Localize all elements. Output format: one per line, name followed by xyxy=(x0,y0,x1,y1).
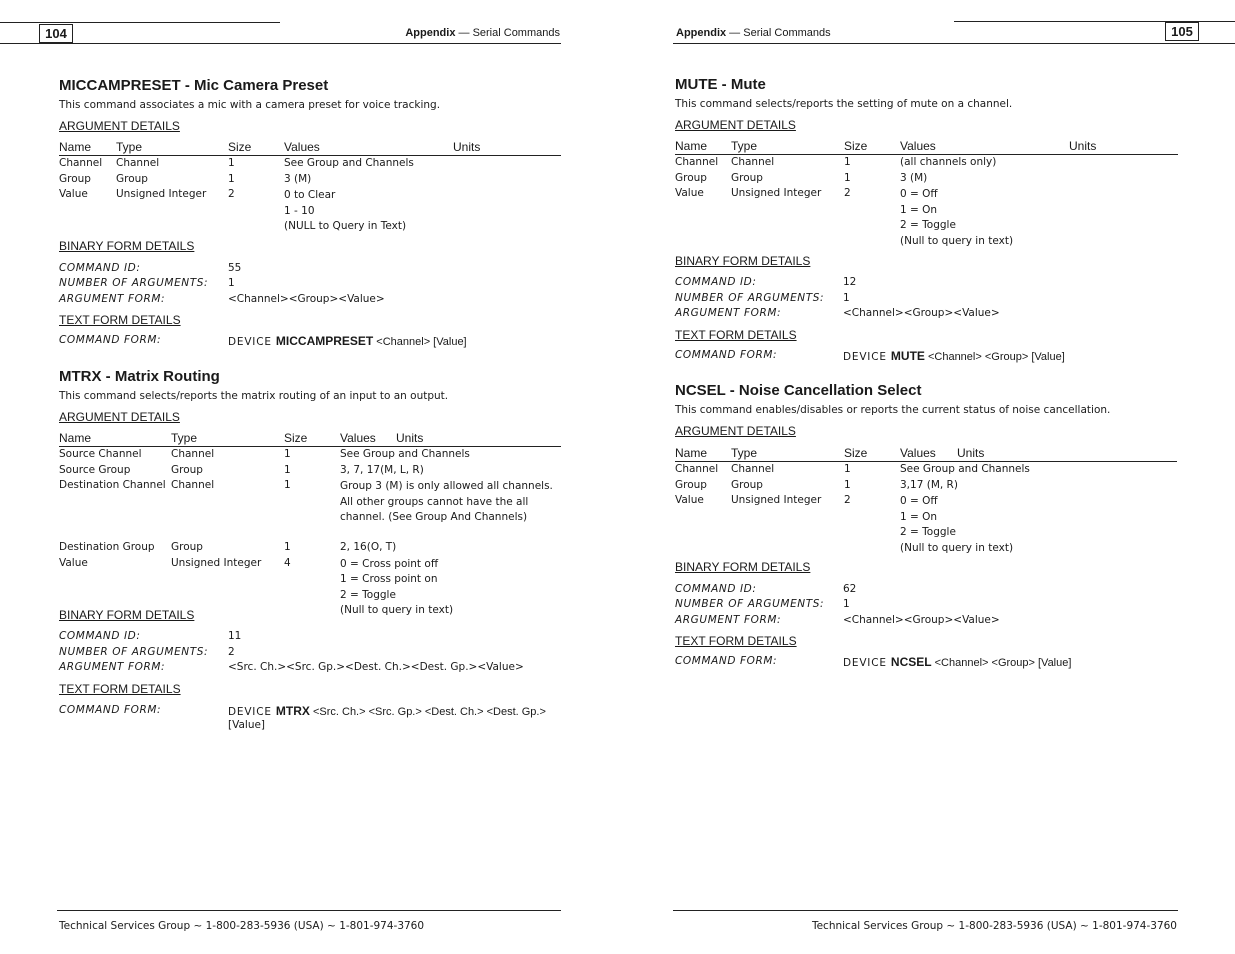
text-form-heading: TEXT FORM DETAILS xyxy=(59,313,181,327)
cell-name: Destination Channel xyxy=(59,479,166,491)
table-row xyxy=(59,448,561,464)
command-form-label: COMMAND FORM: xyxy=(675,349,778,361)
command-form-value xyxy=(843,655,1071,669)
cell-name: Channel xyxy=(59,157,103,169)
page-number: 105 xyxy=(1165,22,1199,41)
argument-form-value: <Channel><Group><Value> xyxy=(228,293,385,305)
section-title-mtrx: MTRX - Matrix Routing xyxy=(59,368,220,385)
text-form-heading: TEXT FORM DETAILS xyxy=(675,328,797,342)
table-header-row xyxy=(59,140,561,156)
cmd-args: <Channel> [Value] xyxy=(373,336,467,348)
cell-name: Value xyxy=(59,556,88,569)
cell-size: 4 xyxy=(284,556,291,569)
footer-rule xyxy=(57,910,561,911)
text-form-heading: TEXT FORM DETAILS xyxy=(59,682,181,696)
table-header-row xyxy=(675,446,1177,462)
command-id-label: COMMAND ID: xyxy=(675,583,757,595)
command-form-label: COMMAND FORM: xyxy=(59,334,162,346)
cell-name: Value xyxy=(59,188,88,200)
cell-values: (Null to query in text) xyxy=(900,541,1014,554)
col-units-header: Units xyxy=(396,431,424,445)
cell-size: 1 xyxy=(228,172,235,185)
table-row xyxy=(675,187,1178,249)
argument-table xyxy=(59,431,561,619)
num-args-label: NUMBER OF ARGUMENTS: xyxy=(59,646,209,658)
binary-form-heading: BINARY FORM DETAILS xyxy=(675,254,811,268)
cell-type: Channel xyxy=(731,156,775,168)
cell-values: 1 = Cross point on xyxy=(340,573,438,585)
cmd-keyword: MICCAMPRESET xyxy=(275,334,374,348)
command-id-value: 62 xyxy=(843,583,857,595)
table-row xyxy=(59,479,561,541)
section-title-ncsel: NCSEL - Noise Cancellation Select xyxy=(675,382,922,399)
command-form-value-cont: [Value] xyxy=(228,719,266,731)
table-row xyxy=(59,541,561,557)
cell-size: 2 xyxy=(844,187,851,199)
cell-values: (NULL to Query in Text) xyxy=(284,220,407,232)
cell-values: All other groups cannot have the all xyxy=(340,495,529,508)
argument-details-heading: ARGUMENT DETAILS xyxy=(59,119,180,133)
cell-values: 2 = Toggle xyxy=(900,219,956,231)
cell-size: 2 xyxy=(844,494,851,506)
table-row xyxy=(675,463,1177,479)
argument-form-value: <Channel><Group><Value> xyxy=(843,307,1000,319)
argument-form-label: ARGUMENT FORM: xyxy=(675,307,782,319)
cell-name: Group xyxy=(59,172,91,185)
cell-values: See Group and Channels xyxy=(284,157,414,169)
argument-form-label: ARGUMENT FORM: xyxy=(59,661,166,673)
left-page xyxy=(0,0,617,954)
col-values-header: Values xyxy=(284,140,320,154)
table-row xyxy=(59,173,561,189)
col-type-header: Type xyxy=(731,139,758,153)
cell-type: Channel xyxy=(116,157,160,169)
command-form-value xyxy=(228,704,546,718)
col-units-header: Units xyxy=(453,140,481,154)
cell-type: Group xyxy=(731,171,763,184)
argument-details-heading: ARGUMENT DETAILS xyxy=(675,424,796,438)
cell-values: 2 = Toggle xyxy=(900,526,956,538)
cmd-device: DEVICE xyxy=(228,706,276,718)
cell-size: 1 xyxy=(284,448,291,460)
table-row xyxy=(675,172,1178,188)
col-type-header: Type xyxy=(731,446,758,460)
cell-values: 0 = Off xyxy=(900,495,938,507)
argument-form-label: ARGUMENT FORM: xyxy=(59,293,166,305)
cmd-args: <Src. Ch.> <Src. Gp.> <Dest. Ch.> <Dest. Gp.> xyxy=(309,706,546,718)
cell-values: 2, 16(O, T) xyxy=(340,541,397,553)
command-form-label: COMMAND FORM: xyxy=(675,655,778,667)
cell-size: 2 xyxy=(228,188,235,200)
col-name-header: Name xyxy=(59,431,92,445)
num-args-label: NUMBER OF ARGUMENTS: xyxy=(675,598,825,610)
right-page xyxy=(617,0,1235,954)
col-units-header: Units xyxy=(957,446,985,460)
num-args-value: 1 xyxy=(843,292,850,304)
cell-size: 1 xyxy=(228,157,235,169)
col-name-header: Name xyxy=(675,139,708,153)
argument-details-heading: ARGUMENT DETAILS xyxy=(59,410,180,424)
header-rule-top xyxy=(0,22,280,23)
footer-text: Technical Services Group ~ 1-800-283-5936 (USA) ~ 1-801-974-3760 xyxy=(811,920,1177,932)
section-title-miccampreset: MICCAMPRESET - Mic Camera Preset xyxy=(59,77,329,94)
argument-table xyxy=(675,446,1177,556)
table-row xyxy=(675,479,1177,495)
section-title-mute: MUTE - Mute xyxy=(675,76,766,93)
num-args-label: NUMBER OF ARGUMENTS: xyxy=(59,277,209,289)
cell-values: 3,17 (M, R) xyxy=(900,478,958,491)
table-row xyxy=(59,188,561,235)
cmd-args: <Channel> <Group> [Value] xyxy=(931,657,1072,669)
cell-size: 1 xyxy=(844,171,851,184)
cell-values: 0 = Cross point off xyxy=(340,557,439,570)
section-description: This command selects/reports the setting of mute on a channel. xyxy=(675,98,1013,110)
col-size-header: Size xyxy=(228,140,252,154)
cell-name: Channel xyxy=(675,463,719,475)
table-header-row xyxy=(675,139,1178,155)
table-row xyxy=(675,494,1177,556)
cell-name: Source Channel xyxy=(59,448,142,460)
section-description: This command enables/disables or reports the current status of noise cancellation. xyxy=(675,404,1111,416)
argument-form-label: ARGUMENT FORM: xyxy=(675,614,782,626)
cmd-keyword: MUTE xyxy=(890,349,925,363)
command-form-label: COMMAND FORM: xyxy=(59,704,162,716)
footer-rule xyxy=(673,910,1178,911)
col-size-header: Size xyxy=(844,446,868,460)
argument-table xyxy=(675,139,1178,249)
cell-values: channel. (See Group And Channels) xyxy=(340,511,528,523)
running-header-bold: Appendix xyxy=(676,27,727,39)
argument-form-value: <Src. Ch.><Src. Gp.><Dest. Ch.><Dest. Gp.><Value> xyxy=(228,661,524,673)
cmd-device: DEVICE xyxy=(228,336,276,348)
running-header-rest: — Serial Commands xyxy=(455,27,560,39)
col-size-header: Size xyxy=(284,431,308,445)
cell-type: Group xyxy=(731,478,763,491)
cmd-device: DEVICE xyxy=(843,657,891,669)
col-units-header: Units xyxy=(1069,139,1097,153)
col-values-header: Values xyxy=(340,431,376,445)
cell-type: Unsigned Integer xyxy=(116,188,207,200)
cell-values: See Group and Channels xyxy=(900,463,1030,475)
cmd-keyword: MTRX xyxy=(275,704,310,718)
cell-size: 1 xyxy=(284,541,291,553)
table-row xyxy=(59,157,561,173)
binary-form-heading: BINARY FORM DETAILS xyxy=(59,239,195,253)
cell-values: See Group and Channels xyxy=(340,448,470,460)
cell-size: 1 xyxy=(844,463,851,475)
cell-values: 3 (M) xyxy=(284,172,312,185)
cell-name: Channel xyxy=(675,156,719,168)
cell-values: 1 = On xyxy=(900,203,938,216)
command-id-value: 55 xyxy=(228,262,242,274)
cell-name: Destination Group xyxy=(59,541,155,553)
table-row xyxy=(675,156,1178,172)
command-id-label: COMMAND ID: xyxy=(675,276,757,288)
running-header-bold: Appendix xyxy=(405,27,456,39)
header-rule-bottom xyxy=(673,43,1235,44)
cell-values: (all channels only) xyxy=(900,156,997,168)
cell-values: 1 = On xyxy=(900,510,938,523)
command-id-value: 12 xyxy=(843,276,857,288)
cell-values: 0 to Clear xyxy=(284,189,336,201)
section-description: This command associates a mic with a camera preset for voice tracking. xyxy=(59,99,441,111)
argument-details-heading: ARGUMENT DETAILS xyxy=(675,118,796,132)
cell-name: Group xyxy=(675,478,707,491)
binary-form-heading: BINARY FORM DETAILS xyxy=(675,560,811,574)
cell-values: 1 - 10 xyxy=(284,204,315,217)
text-form-heading: TEXT FORM DETAILS xyxy=(675,634,797,648)
cell-type: Group xyxy=(116,172,148,185)
cell-type: Unsigned Integer xyxy=(731,494,822,506)
command-form-value xyxy=(843,349,1065,363)
cell-type: Group xyxy=(171,541,203,553)
command-id-value: 11 xyxy=(228,630,242,642)
cmd-args: <Channel> <Group> [Value] xyxy=(924,351,1065,363)
argument-form-value: <Channel><Group><Value> xyxy=(843,614,1000,626)
section-description: This command selects/reports the matrix routing of an input to an output. xyxy=(59,390,449,402)
cell-values: Group 3 (M) is only allowed all channels. xyxy=(340,480,553,492)
cell-name: Group xyxy=(675,171,707,184)
cmd-device: DEVICE xyxy=(843,351,891,363)
col-name-header: Name xyxy=(59,140,92,154)
cell-values: 0 = Off xyxy=(900,188,938,200)
cell-name: Source Group xyxy=(59,463,131,476)
col-name-header: Name xyxy=(675,446,708,460)
cell-values: (Null to query in text) xyxy=(340,604,454,616)
cell-type: Channel xyxy=(171,448,215,460)
command-id-label: COMMAND ID: xyxy=(59,630,141,642)
num-args-value: 2 xyxy=(228,646,235,658)
cell-type: Channel xyxy=(731,463,775,475)
num-args-value: 1 xyxy=(843,598,850,610)
cell-values: (Null to query in text) xyxy=(900,234,1014,247)
num-args-label: NUMBER OF ARGUMENTS: xyxy=(675,292,825,304)
cell-type: Channel xyxy=(171,479,215,491)
cell-size: 1 xyxy=(284,463,291,476)
cell-type: Group xyxy=(171,463,203,476)
cell-values: 2 = Toggle xyxy=(340,588,396,601)
cell-size: 1 xyxy=(284,479,291,491)
running-header-rest: — Serial Commands xyxy=(726,27,831,39)
cell-size: 1 xyxy=(844,478,851,491)
col-type-header: Type xyxy=(116,140,143,154)
cell-type: Unsigned Integer xyxy=(171,556,262,569)
cell-values: 3 (M) xyxy=(900,171,928,184)
running-header xyxy=(676,27,831,39)
table-row xyxy=(59,464,561,480)
cmd-keyword: NCSEL xyxy=(890,655,932,669)
cell-name: Value xyxy=(675,187,704,199)
table-header-row xyxy=(59,431,561,447)
command-id-label: COMMAND ID: xyxy=(59,262,141,274)
footer-text: Technical Services Group ~ 1-800-283-5936 (USA) ~ 1-801-974-3760 xyxy=(59,920,425,932)
col-type-header: Type xyxy=(171,431,198,445)
cell-values: 3, 7, 17(M, L, R) xyxy=(340,463,424,476)
running-header xyxy=(405,27,560,39)
page-number: 104 xyxy=(39,24,73,43)
cell-name: Value xyxy=(675,494,704,506)
col-values-header: Values xyxy=(900,139,936,153)
header-rule-bottom xyxy=(0,43,561,44)
num-args-value: 1 xyxy=(228,277,235,289)
binary-form-heading: BINARY FORM DETAILS xyxy=(59,608,195,622)
command-form-value xyxy=(228,334,467,348)
col-size-header: Size xyxy=(844,139,868,153)
cell-type: Unsigned Integer xyxy=(731,187,822,199)
argument-table xyxy=(59,140,561,235)
cell-size: 1 xyxy=(844,156,851,168)
col-values-header: Values xyxy=(900,446,936,460)
